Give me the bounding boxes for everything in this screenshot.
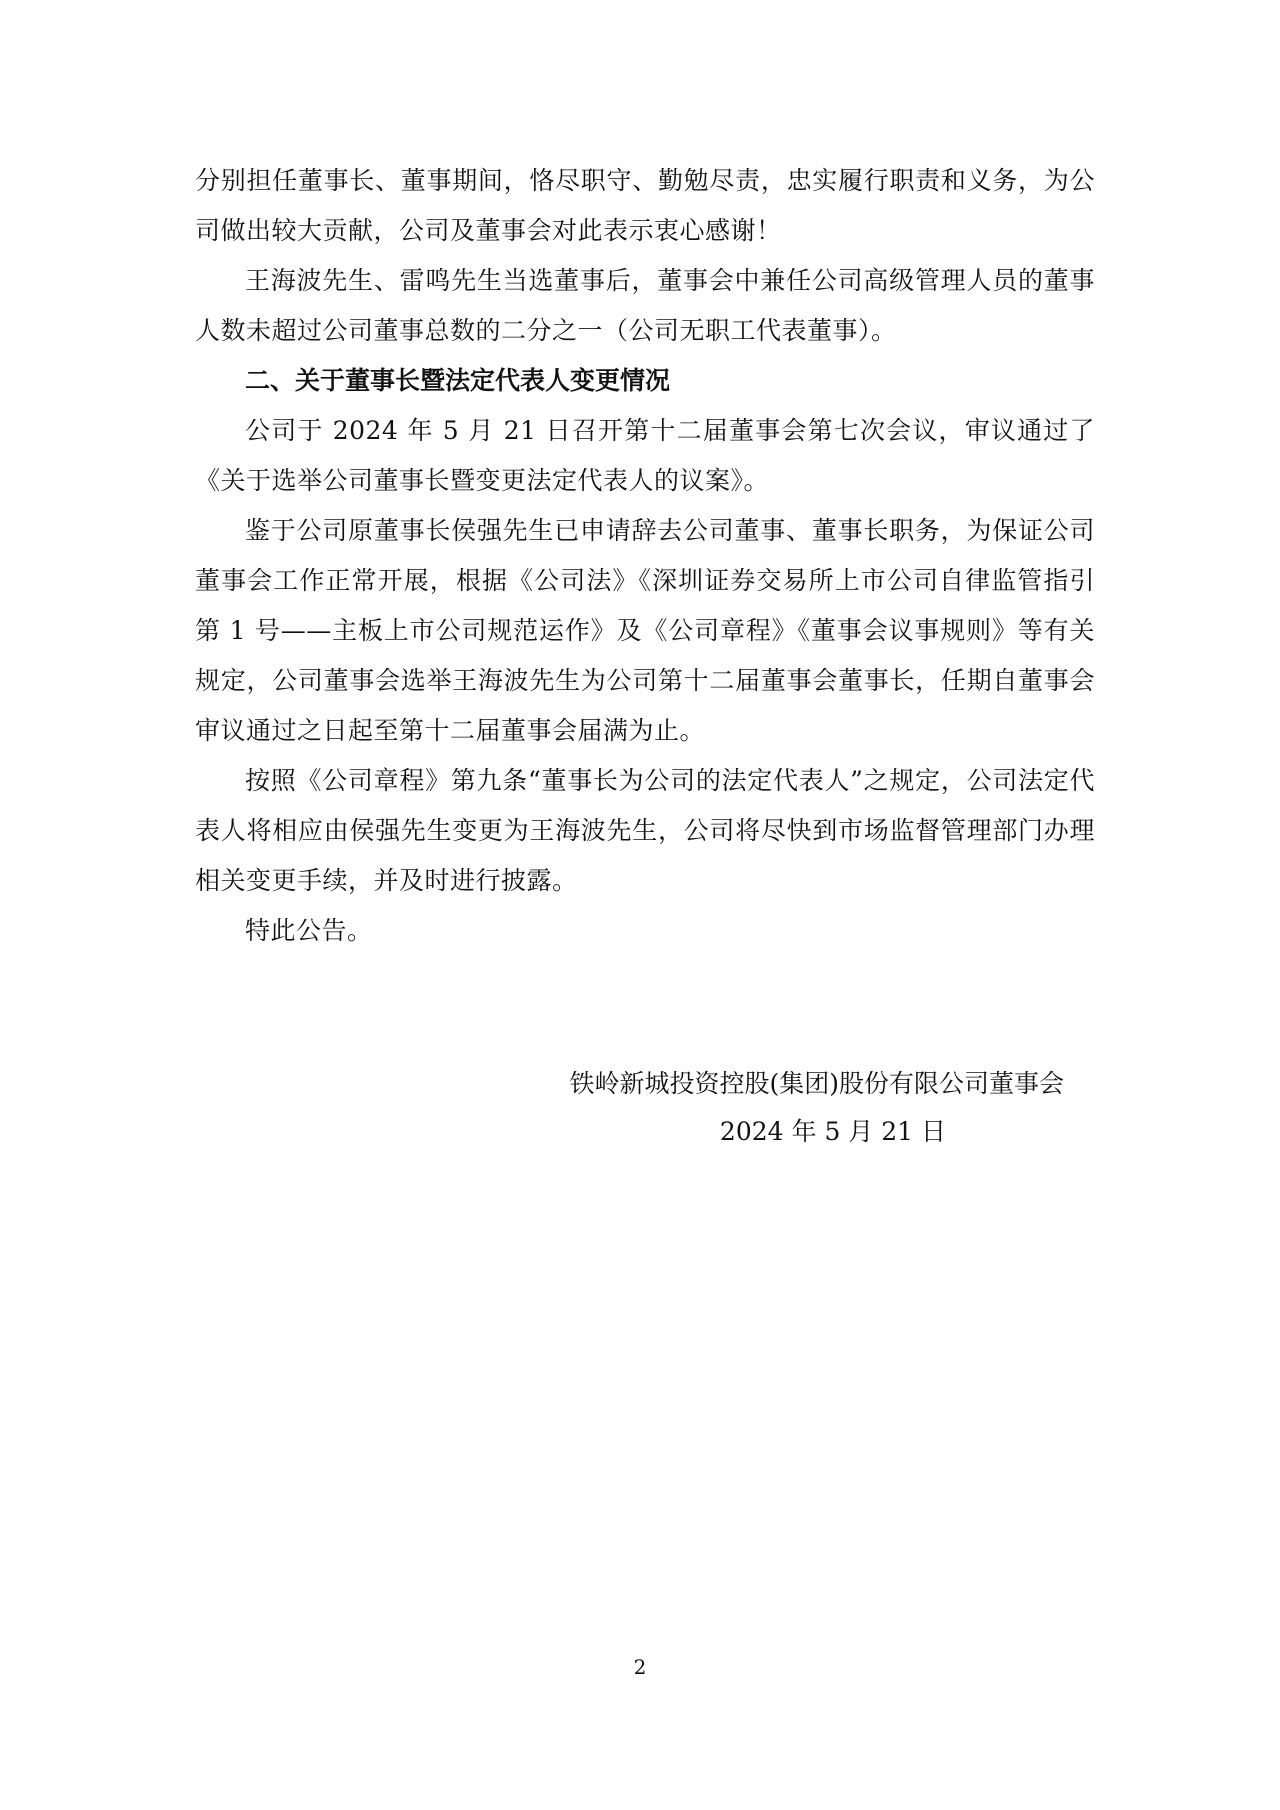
- signature-block: [0, 1060, 1064, 1156]
- paragraph-meeting: 公司于 2024 年 5 月 21 日召开第十二届董事会第七次会议，审议通过了《关于选举公司董事长暨变更法定代表人的议案》。: [195, 416, 1095, 495]
- signature-date: 2024 年 5 月 21 日: [719, 1117, 946, 1146]
- paragraph-closing: 特此公告。: [245, 916, 373, 945]
- paragraph-legal-representative: 按照《公司章程》第九条“董事长为公司的法定代表人”之规定，公司法定代表人将相应由侯强先生变更为王海波先生，公司将尽快到市场监督管理部门办理相关变更手续，并及时进行披露。: [195, 766, 1095, 895]
- section-heading: 二、关于董事长暨法定代表人变更情况: [245, 366, 671, 395]
- paragraph-continuation: 分别担任董事长、董事期间，恪尽职守、勤勉尽责，忠实履行职责和义务，为公司做出较大贡献，公司及董事会对此表示衷心感谢！: [195, 166, 1095, 245]
- signature-organization: 铁岭新城投资控股(集团)股份有限公司董事会: [569, 1069, 1064, 1098]
- paragraph-director-ratio: 王海波先生、雷鸣先生当选董事后，董事会中兼任公司高级管理人员的董事人数未超过公司董事总数的二分之一（公司无职工代表董事）。: [195, 266, 1095, 345]
- paragraph-chairman-election: 鉴于公司原董事长侯强先生已申请辞去公司董事、董事长职务，为保证公司董事会工作正常开展，根据《公司法》《深圳证券交易所上市公司自律监管指引第 1 号——主板上市公司规范运作》及《公司章程》《董事会议事规则》等有关规定，公司董事会选举王海波先生为公司第十二届董事会董事长，任期自董事会审议通过之日起至第十二届董事会届满为止。: [195, 516, 1095, 745]
- page-number: 2: [633, 1655, 647, 1679]
- document-body: [195, 156, 1095, 956]
